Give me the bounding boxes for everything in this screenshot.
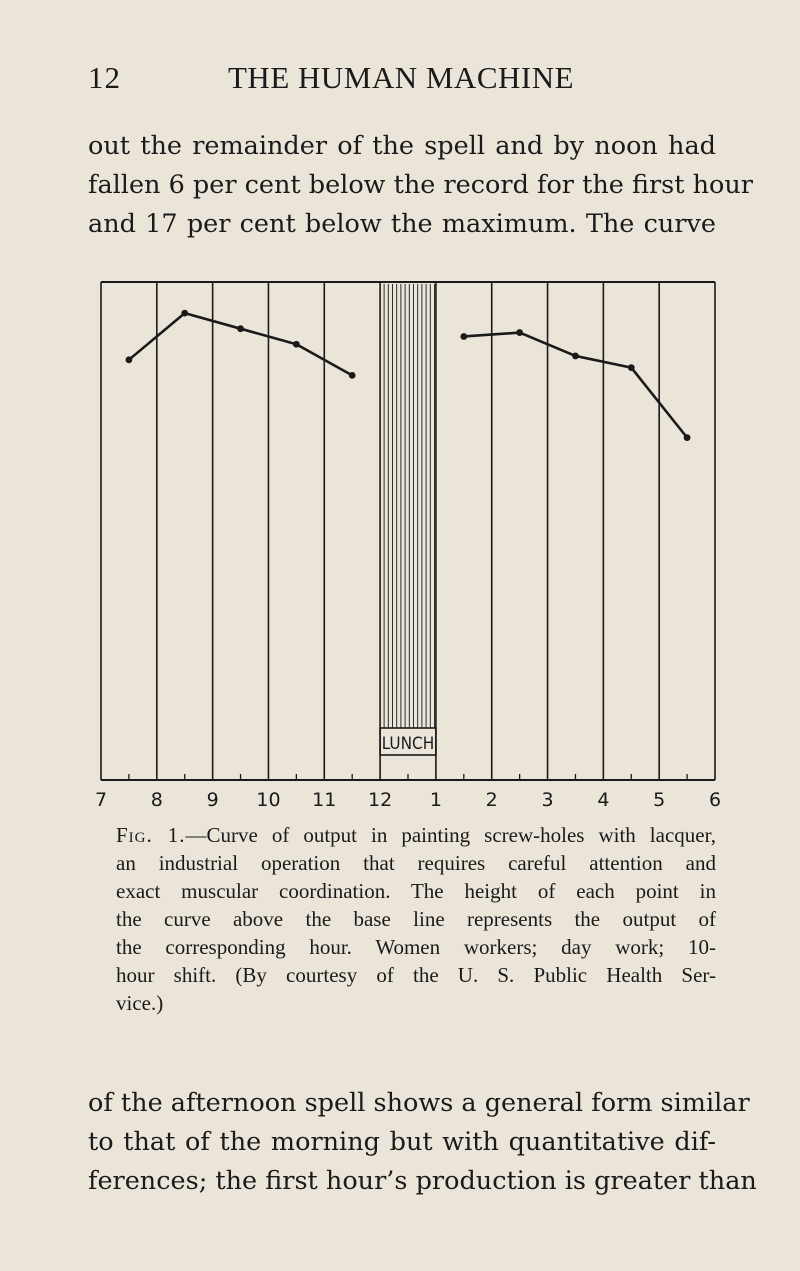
caption-line: —Curve of output in painting screw-holes with lacquer, bbox=[185, 823, 716, 847]
x-tick-label-7: 7 bbox=[94, 789, 108, 811]
caption-line: an industrial operation that requires careful attention and bbox=[116, 851, 716, 875]
lunch-label: LUNCH bbox=[381, 734, 435, 754]
output-curve bbox=[126, 310, 691, 441]
x-tick-label-5: 5 bbox=[653, 789, 666, 811]
paragraph-bottom bbox=[88, 1084, 757, 1201]
running-title: THE HUMAN MACHINE bbox=[228, 60, 575, 95]
x-tick-label-8: 8 bbox=[150, 789, 163, 811]
curve-line-morning bbox=[129, 313, 352, 375]
x-tick-label-2: 2 bbox=[485, 789, 498, 811]
chart-frame bbox=[101, 282, 715, 780]
curve-line-afternoon bbox=[464, 333, 687, 438]
text-line: to that of the morning but with quantitative dif- bbox=[88, 1127, 716, 1157]
caption-line: vice.) bbox=[116, 991, 164, 1015]
x-tick-label-4: 4 bbox=[597, 789, 610, 811]
text-line: out the remainder of the spell and by noon had bbox=[88, 131, 716, 161]
text-line: ferences; the first hour’s production is greater than bbox=[88, 1166, 757, 1196]
text-line: of the afternoon spell shows a general form similar bbox=[88, 1088, 750, 1118]
data-point bbox=[684, 434, 691, 441]
figure-caption bbox=[88, 821, 716, 1017]
x-tick-label-12: 12 bbox=[367, 789, 393, 811]
x-tick-label-11: 11 bbox=[312, 789, 337, 811]
text-line: fallen 6 per cent below the record for the first hour bbox=[88, 170, 753, 200]
data-point bbox=[460, 333, 467, 340]
figure-label: Fig. 1. bbox=[116, 823, 186, 847]
x-tick-label-3: 3 bbox=[541, 789, 554, 811]
x-tick-label-1: 1 bbox=[429, 789, 442, 811]
lunch-band bbox=[380, 284, 436, 755]
data-point bbox=[516, 329, 523, 336]
caption-line: hour shift. (By courtesy of the U. S. Public Health Ser- bbox=[116, 963, 716, 987]
x-tick-label-6: 6 bbox=[708, 789, 722, 811]
data-point bbox=[181, 310, 188, 317]
data-point bbox=[572, 353, 579, 360]
caption-line: exact muscular coordination. The height of each point in bbox=[116, 879, 716, 903]
data-point bbox=[628, 364, 635, 371]
x-tick-label-10: 10 bbox=[256, 789, 281, 811]
data-point bbox=[349, 372, 356, 379]
data-point bbox=[237, 325, 244, 332]
x-tick-label-9: 9 bbox=[206, 789, 219, 811]
data-point bbox=[126, 356, 133, 363]
page-number: 12 bbox=[88, 60, 121, 95]
text-line: and 17 per cent below the maximum. The curve bbox=[88, 209, 716, 239]
data-point bbox=[293, 341, 300, 348]
caption-line: the corresponding hour. Women workers; day work; 10- bbox=[116, 935, 716, 959]
caption-line: the curve above the base line represents the output of bbox=[116, 907, 716, 931]
